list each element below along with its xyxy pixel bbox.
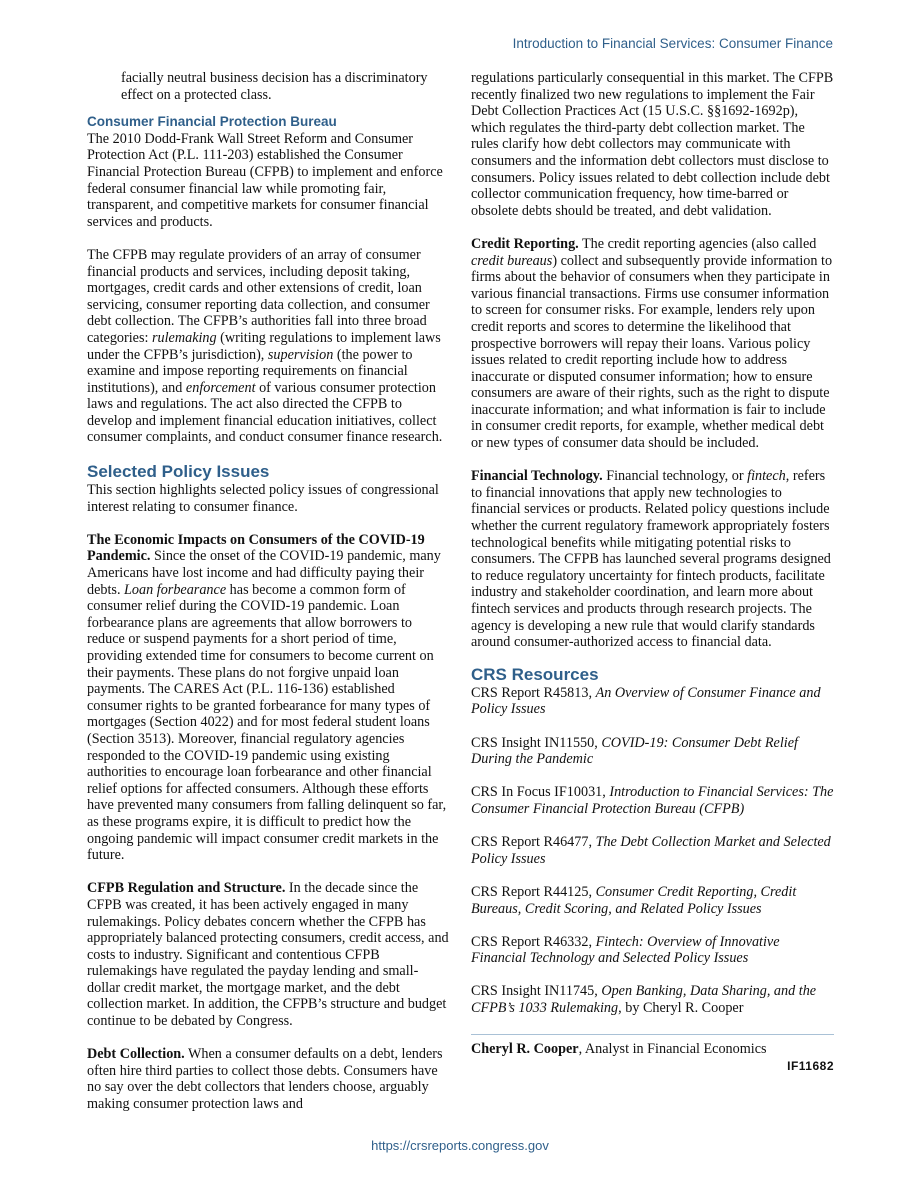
left-column [87,70,450,1113]
footer-url[interactable]: https://crsreports.congress.gov [371,1138,549,1153]
fintech-paragraph: Financial Technology. Financial technology, or fintech, refers to financial innovations that apply new technologies to financial services or products. Related policy questions include whether the current regulatory framework appropriately fosters technological benefits while mitigating potential risks to consumers. The CFPB has launched several programs designed to reduce regulatory uncertainty for fintech products, facilitate industry and stakeholder coordination, and learn more about fintech services and products through research projects. The agency is developing a new rule that would clarify standards around consumer-authorized access to financial data. [471,468,831,651]
resource-item: CRS Report R45813, An Overview of Consumer Finance and Policy Issues [471,684,821,718]
debt-collection-paragraph: Debt Collection. When a consumer defaults on a debt, lenders often hire third parties to collect those debts. Consumers have no say over the debt collectors that lenders choose, arguably making consumer protection laws and [87,1046,443,1113]
debt-collection-title: Debt Collection. [87,1046,185,1063]
crs-resources-heading: CRS Resources [471,664,599,684]
regulation-title: CFPB Regulation and Structure. [87,880,286,897]
continued-paragraph: facially neutral business decision has a discriminatory effect on a protected class. [121,70,428,103]
forbearance-term: Loan forbearance [124,581,227,598]
resources-list [471,685,834,1017]
document-id: IF11682 [787,1059,834,1074]
resource-title: The Debt Collection Market and Selected Policy Issues [471,834,831,867]
resource-item: CRS Report R46332, Fintech: Overview of Innovative Financial Technology and Selected Policy Issues [471,933,780,967]
debt-collection-continued: regulations particularly consequential in this market. The CFPB recently finalized two new regulations to implement the Fair Debt Collection Practices Act (15 U.S.C. §§1692-1692p), which regulates the third-party debt collection market. The rules clarify how debt collectors may communicate with consumers and the information debt collectors must disclose to consumers. Policy issues related to debt collection include debt collector communication frequency, how time-barred or obsolete debts should be treated, and debt validation. [471,70,834,219]
policy-issues-heading: Selected Policy Issues [87,462,270,482]
credit-reporting-paragraph: Credit Reporting. The credit reporting agencies (also called credit bureaus) collect and subsequently provide information to firms about the behavior of consumers when they participate in various financial transactions. Firms use consumer information to screen for consumer risks. For example, lenders rely upon credit reports and scores to determine the likelihood that prospective borrowers will repay their loans. Various policy issues related to credit reporting include how to address inaccurate or disputed consumer information; how to ensure consumers are aware of their rights, such as the right to dispute inaccurate information; and what information is fair to include in consumer credit reports, for example, whether medical debt or new types of consumer data should be included. [471,235,833,452]
resource-title: Fintech: Overview of Innovative Financial Technology and Selected Policy Issues [471,933,780,967]
resource-item: CRS Report R44125, Consumer Credit Reporting, Credit Bureaus, Credit Scoring, and Related Policy Issues [471,883,797,917]
resource-item: CRS Insight IN11550, COVID-19: Consumer Debt Relief During the Pandemic [471,734,798,768]
fintech-term: fintech [747,468,786,485]
fintech-title: Financial Technology. [471,468,603,485]
resource-title: Open Banking, Data Sharing, and the CFPB’s 1033 Rulemaking [471,983,817,1017]
cfpb-paragraph-1: The 2010 Dodd-Frank Wall Street Reform and Consumer Protection Act (P.L. 111-203) established the Consumer Financial Protection Bureau (CFPB) to implement and enforce federal consumer financial law while promoting fair, transparent, and competitive markets for consumer financial services and products. [87,130,443,230]
credit-reporting-title: Credit Reporting. [471,235,579,252]
enforcement-term: enforcement [185,379,256,396]
author-line: Cheryl R. Cooper, Analyst in Financial Economics [471,1040,767,1057]
resource-title: Introduction to Financial Services: The Consumer Financial Protection Bureau (CFPB) [471,784,834,817]
right-column [471,70,834,1075]
credit-bureaus-term: credit bureaus [471,252,553,269]
resource-title: COVID-19: Consumer Debt Relief During the Pandemic [471,734,798,768]
supervision-term: supervision [267,346,334,363]
resource-title: Consumer Credit Reporting, Credit Bureaus, Credit Scoring, and Related Policy Issues [471,883,797,917]
covid-title: The Economic Impacts on Consumers of the COVID-19 Pandemic. [87,531,425,565]
author-name: Cheryl R. Cooper [471,1040,579,1057]
resource-item: CRS Insight IN11745, Open Banking, Data Sharing, and the CFPB’s 1033 Rulemaking, by Cheryl R. Cooper [471,983,817,1017]
resource-item: CRS Report R46477, The Debt Collection Market and Selected Policy Issues [471,834,831,867]
running-header: Introduction to Financial Services: Consumer Finance [512,36,833,51]
cfpb-paragraph-2: The CFPB may regulate providers of an array of consumer financial products and services, including deposit taking, mortgages, credit cards and other extensions of credit, loan servicing, consumer reporting data collection, and consumer debt collection. The CFPB’s authorities fall into three broad categories: rulemaking (writing regulations to implement laws under the CFPB’s jurisdiction), supervision (the power to examine and impose reporting requirements on financial institutions), and enforcement of various consumer protection laws and regulations. The act also directed the CFPB to develop and implement financial education initiatives, collect consumer complaints, and conduct consumer finance research. [87,246,443,446]
regulation-paragraph: CFPB Regulation and Structure. In the decade since the CFPB was created, it has been actively engaged in many rulemakings. Policy debates concern whether the CFPB has appropriately balanced protecting consumers, credit access, and costs to industry. Significant and contentious CFPB rulemakings have regulated the payday lending and small-dollar credit market, the mortgage market, and the debt collection market. In addition, the CFPB’s structure and budget continue to be debated by Congress. [87,880,449,1030]
resource-title: An Overview of Consumer Finance and Policy Issues [471,684,821,718]
rulemaking-term: rulemaking [152,329,217,346]
covid-paragraph: The Economic Impacts on Consumers of the COVID-19 Pandemic. Since the onset of the COVID-19 pandemic, many Americans have lost income and had difficulty paying their debts. Loan forbearance has become a common form of consumer relief during the COVID-19 pandemic. Loan forbearance plans are agreements that allow borrowers to reduce or suspend payments for a short period of time, providing extended time for consumers to become current on their payments. These plans do not forgive unpaid loan payments. The CARES Act (P.L. 116-136) established consumer rights to be granted forbearance for many types of mortgages (Section 4022) and for most federal student loans (Section 3513). Moreover, financial regulatory agencies responded to the COVID-19 pandemic using existing authorities to encourage loan forbearance and other financial relief options for affected consumers. Although these efforts have prevented many consumers from falling delinquent so far, as these programs expire, it is difficult to predict how the ongoing pandemic will impact consumer credit markets in the future. [87,531,447,864]
cfpb-heading: Consumer Financial Protection Bureau [87,114,337,130]
author-divider [471,1034,834,1035]
resource-item: CRS In Focus IF10031, Introduction to Financial Services: The Consumer Financial Protection Bureau (CFPB) [471,784,834,817]
policy-intro: This section highlights selected policy issues of congressional interest relating to consumer finance. [87,482,439,515]
